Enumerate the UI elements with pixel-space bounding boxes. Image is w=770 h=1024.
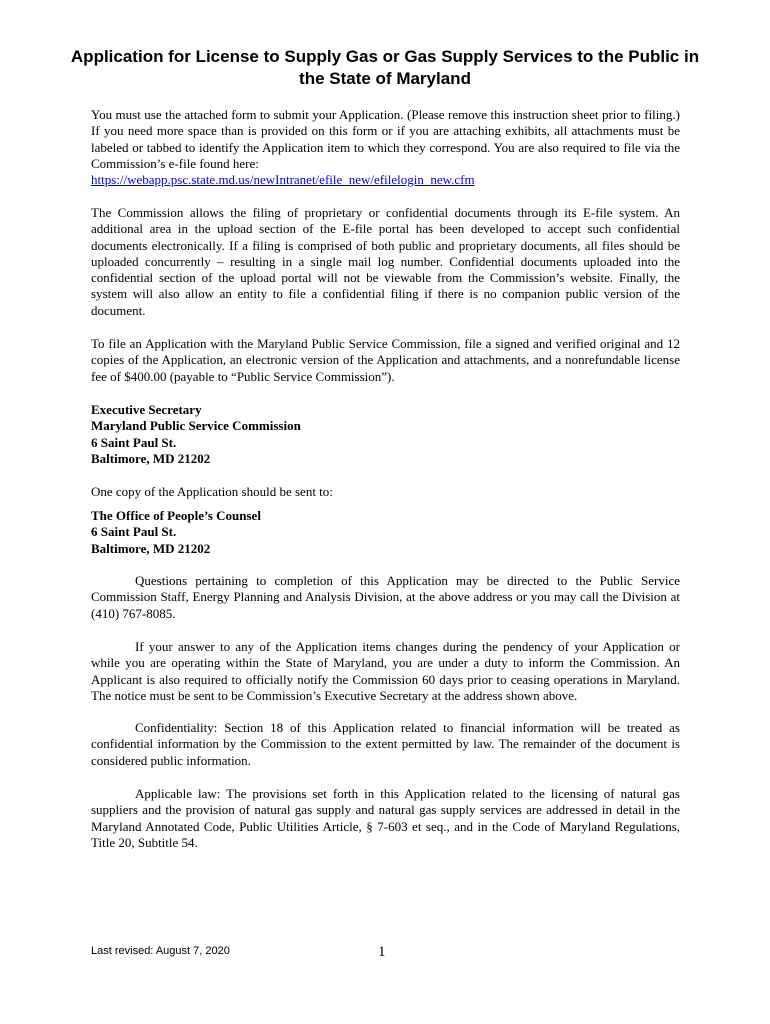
instructions-paragraph [91, 107, 680, 188]
questions-paragraph: Questions pertaining to completion of this Application may be directed to the Public Service Commission Staff, Energy Planning and Analysis Division, at the above address or you may call the Division at (410) 767-8085. [91, 573, 680, 621]
copy-note: One copy of the Application should be sent to: [91, 484, 333, 499]
instructions-text: You must use the attached form to submit your Application. (Please remove this instruction sheet prior to filing.) If you need more space than is provided on this form or if you are attaching exhibits, all attachments must be labeled or tabbed to identify the Application item to which they correspond. You are also required to file via the Commission’s e-file found here: [91, 107, 680, 171]
address-line: 6 Saint Paul St. [91, 524, 177, 540]
applicable-law-paragraph: Applicable law: The provisions set forth in this Application related to the licensing of natural gas suppliers and the provision of natural gas supply and natural gas supply services are addressed in detail in the Maryland Annotated Code, Public Utilities Article, § 7-603 et seq., and in the Code of Maryland Regulations, Title 20, Subtitle 54. [91, 786, 680, 850]
peoples-counsel-address [91, 508, 680, 557]
page-number: 1 [378, 944, 386, 960]
last-revised-footer: Last revised: August 7, 2020 [91, 945, 230, 957]
address-line: Baltimore, MD 21202 [91, 540, 211, 556]
document-title: Application for License to Supply Gas or Gas Supply Services to the Public in the State of Maryland [70, 47, 700, 88]
changes-paragraph: If your answer to any of the Application items changes during the pendency of your Application or while you are operating within the State of Maryland, you are under a duty to inform the Commission. An Applicant is also required to officially notify the Commission 60 days prior to ceasing operations in Maryland. The notice must be sent to be Commission’s Executive Secretary at the address shown above. [91, 639, 680, 703]
address-line: Executive Secretary [91, 402, 202, 417]
filing-requirements-paragraph: To file an Application with the Maryland Public Service Commission, file a signed and verified original and 12 copies of the Application, an electronic version of the Application and attachments, and a nonrefundable license fee of $400.00 (payable to “Public Service Commission”). [91, 336, 680, 384]
address-line: Baltimore, MD 21202 [91, 450, 211, 466]
efile-link[interactable]: https://webapp.psc.state.md.us/newIntranet/efile_new/efilelogin_new.cfm [91, 172, 475, 188]
address-line: The Office of People’s Counsel [91, 508, 261, 523]
address-line: 6 Saint Paul St. [91, 434, 177, 450]
address-line: Maryland Public Service Commission [91, 418, 301, 434]
confidentiality-paragraph: Confidentiality: Section 18 of this Application related to financial information will be treated as confidential information by the Commission to the extent permitted by law. The remainder of the document is considered public information. [91, 720, 680, 768]
executive-secretary-address [91, 402, 680, 467]
confidential-filing-paragraph: The Commission allows the filing of proprietary or confidential documents through its E-file system. An additional area in the upload section of the E-file portal has been developed to accept such confidential documents electronically. If a filing is comprised of both public and proprietary documents, all files should be uploaded concurrently – resulting in a single mail log number. Confidential documents uploaded into the confidential section of the upload portal will not be viewable from the Commission’s website. Finally, the system will also allow an entity to file a confidential filing if there is no companion public version of the document. [91, 205, 680, 318]
